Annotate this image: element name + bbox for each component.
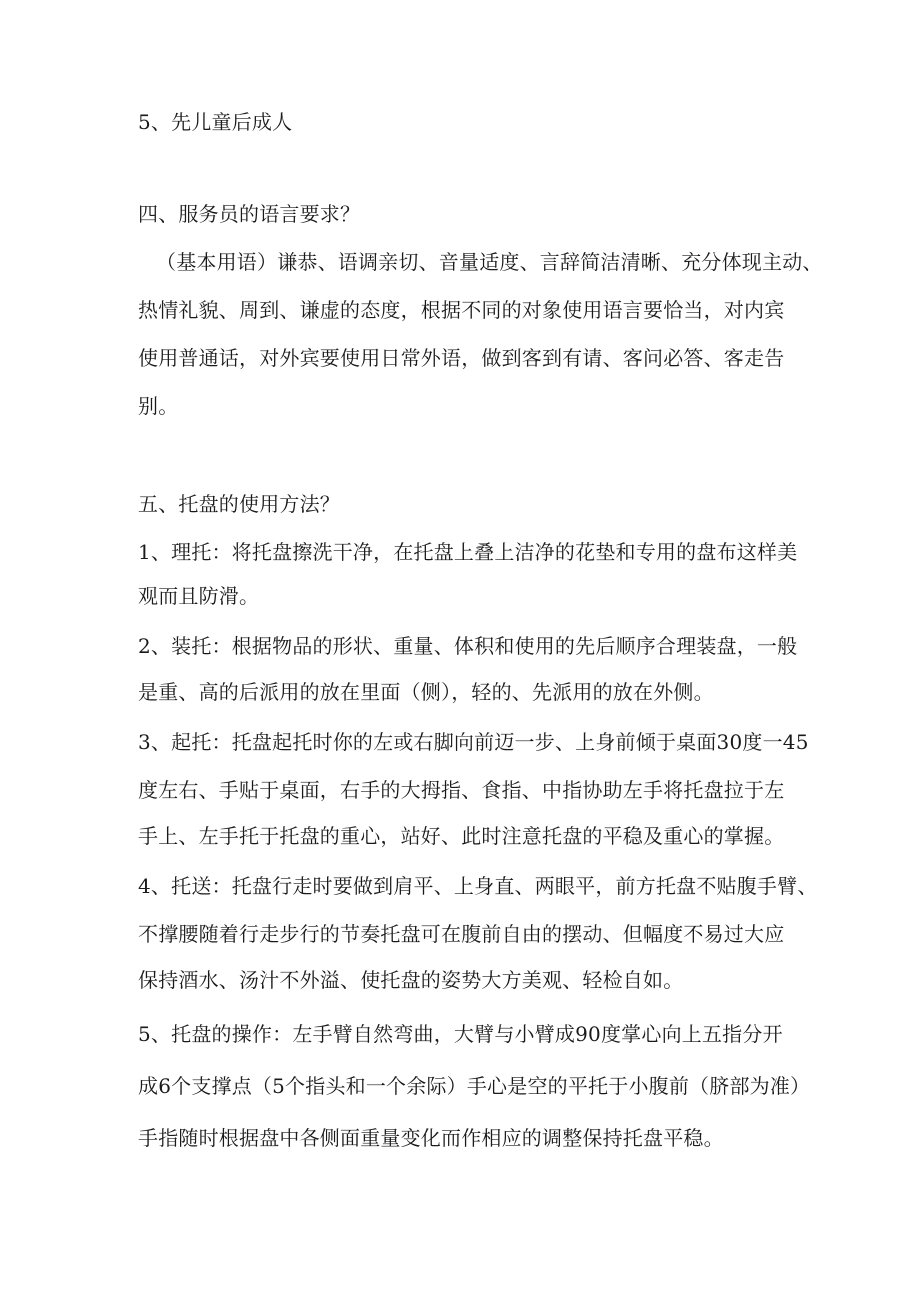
tray-step-5-line-3: 手指随时根据盘中各侧面重量变化而作相应的调整保持托盘平稳。 bbox=[138, 1126, 724, 1150]
section-4-paragraph-line-3: 使用普通话，对外宾要使用日常外语，做到客到有请、客问必答、客走告 bbox=[138, 346, 785, 370]
section-4-heading: 四、服务员的语言要求？ bbox=[138, 202, 361, 226]
list-item-children-first: 5、先儿童后成人 bbox=[138, 110, 293, 134]
tray-step-3-line-3: 手上、左手托于托盘的重心，站好、此时注意托盘的平稳及重心的掌握。 bbox=[138, 824, 785, 848]
tray-step-3-line-2: 度左右、手贴于桌面，右手的大拇指、食指、中指协助左手将托盘拉于左 bbox=[138, 778, 785, 802]
tray-step-1-line-2: 观而且防滑。 bbox=[138, 584, 260, 608]
tray-step-5-line-2: 成6个支撑点（5个指头和一个余际）手心是空的平托于小腹前（脐部为准） bbox=[138, 1074, 811, 1098]
tray-step-5-line-1: 5、托盘的操作：左手臂自然弯曲，大臂与小臂成90度掌心向上五指分开 bbox=[138, 1022, 783, 1046]
section-5-heading: 五、托盘的使用方法？ bbox=[138, 492, 340, 516]
tray-step-2-line-1: 2、装托：根据物品的形状、重量、体积和使用的先后顺序合理装盘，一般 bbox=[138, 634, 798, 658]
tray-step-4-line-2: 不撑腰随着行走步行的节奏托盘可在腹前自由的摆动、但幅度不易过大应 bbox=[138, 922, 785, 946]
section-4-paragraph-line-4: 别。 bbox=[138, 394, 179, 418]
section-4-paragraph-line-2: 热情礼貌、周到、谦虚的态度，根据不同的对象使用语言要恰当，对内宾 bbox=[138, 298, 785, 322]
section-4-paragraph-line-1: （基本用语）谦恭、语调亲切、音量适度、言辞简洁清晰、充分体现主动、 bbox=[156, 250, 823, 274]
tray-step-4-line-3: 保持酒水、汤汁不外溢、使托盘的姿势大方美观、轻检自如。 bbox=[138, 968, 684, 992]
tray-step-2-line-2: 是重、高的后派用的放在里面（侧），轻的、先派用的放在外侧。 bbox=[138, 680, 714, 704]
tray-step-1-line-1: 1、理托：将托盘擦洗干净，在托盘上叠上洁净的花垫和专用的盘布这样美 bbox=[138, 540, 798, 564]
tray-step-3-line-1: 3、起托：托盘起托时你的左或右脚向前迈一步、上身前倾于桌面30度一45 bbox=[138, 730, 809, 754]
tray-step-4-line-1: 4、托送：托盘行走时要做到肩平、上身直、两眼平，前方托盘不贴腹手臂、 bbox=[138, 874, 818, 898]
